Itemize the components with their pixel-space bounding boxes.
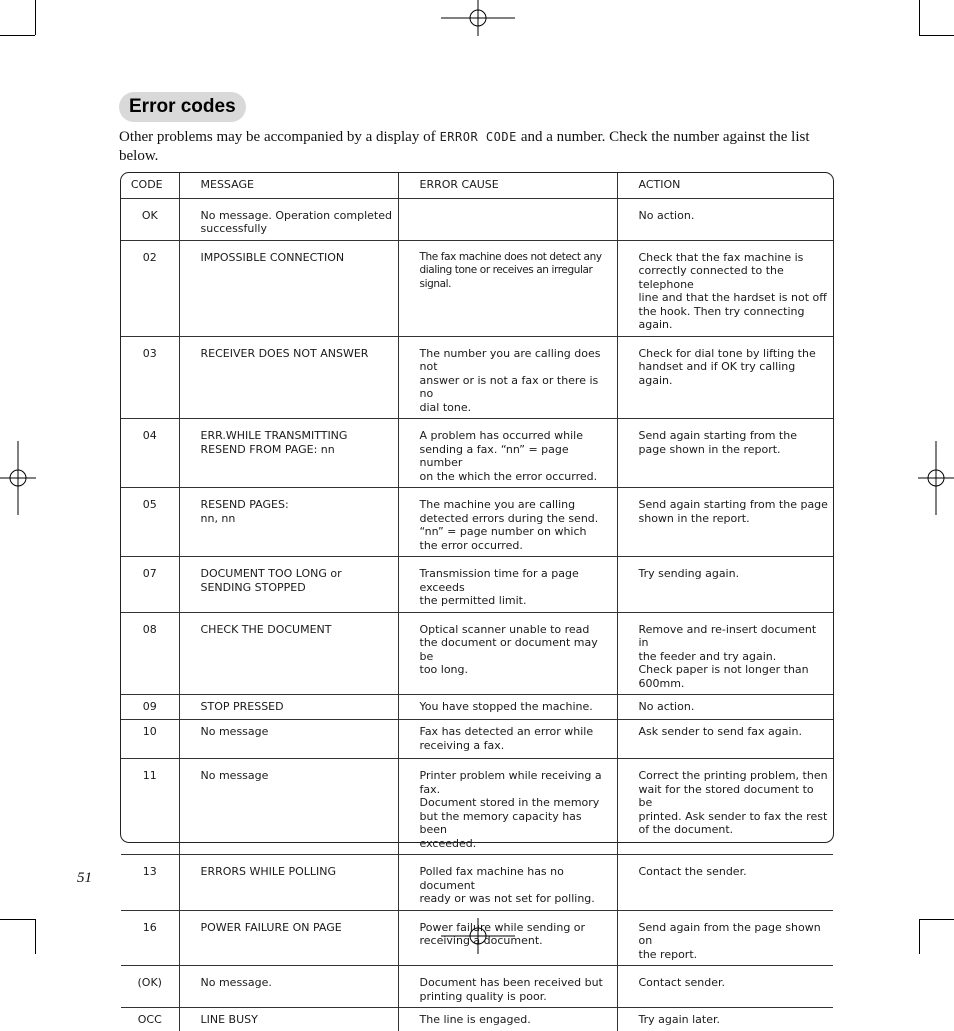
cell-error-cause: You have stopped the machine. xyxy=(398,695,617,720)
cell-message: ERR.WHILE TRANSMITTING RESEND FROM PAGE: nn xyxy=(179,419,398,488)
cell-action: Correct the printing problem, then wait for the stored document to be printed. Ask sender to fax the rest of the document. xyxy=(617,759,833,855)
cell-code: OK xyxy=(121,198,179,240)
crop-mark xyxy=(919,0,920,35)
cell-code: 04 xyxy=(121,419,179,488)
crop-mark xyxy=(919,919,920,954)
column-header-message: MESSAGE xyxy=(179,173,398,198)
cell-code: OCC xyxy=(121,1008,179,1031)
table-row xyxy=(121,720,833,759)
table-row xyxy=(121,557,833,613)
cell-error-cause: A problem has occurred while sending a fax. “nn” = page number on the which the error occurred. xyxy=(398,419,617,488)
table-row xyxy=(121,910,833,966)
cell-error-cause: Optical scanner unable to read the document or document may be too long. xyxy=(398,612,617,695)
cell-error-cause: Fax has detected an error while receiving a fax. xyxy=(398,720,617,759)
cell-message: DOCUMENT TOO LONG or SENDING STOPPED xyxy=(179,557,398,613)
table-row xyxy=(121,855,833,911)
crop-mark xyxy=(0,35,35,36)
cell-message: RECEIVER DOES NOT ANSWER xyxy=(179,336,398,419)
cell-message: No message. Operation completed successfully xyxy=(179,198,398,240)
crop-mark xyxy=(0,919,35,920)
cell-error-cause: Power failure while sending or receiving a document. xyxy=(398,910,617,966)
cell-code: (OK) xyxy=(121,966,179,1008)
cell-message: POWER FAILURE ON PAGE xyxy=(179,910,398,966)
column-header-code: CODE xyxy=(121,173,179,198)
table-row xyxy=(121,336,833,419)
crop-mark xyxy=(919,35,954,36)
cell-code: 13 xyxy=(121,855,179,911)
cell-code: 08 xyxy=(121,612,179,695)
table-row xyxy=(121,419,833,488)
cell-action: Remove and re-insert document in the feeder and try again. Check paper is not longer than 600mm. xyxy=(617,612,833,695)
cell-message: No message. xyxy=(179,966,398,1008)
cell-action: Check that the fax machine is correctly connected to the telephone line and that the hardset is not off the hook. Then try connecting again. xyxy=(617,240,833,336)
crop-mark xyxy=(919,919,954,920)
registration-mark-icon xyxy=(441,0,515,36)
cell-message: STOP PRESSED xyxy=(179,695,398,720)
cell-code: 10 xyxy=(121,720,179,759)
intro-text-after: and a number. Check the number against the list below. xyxy=(119,129,810,164)
cell-action: No action. xyxy=(617,198,833,240)
registration-mark-icon xyxy=(0,441,36,515)
table-row xyxy=(121,488,833,557)
cell-error-cause: The fax machine does not detect any dialing tone or receives an irregular signal. xyxy=(398,240,617,336)
column-header-error-cause: ERROR CAUSE xyxy=(398,173,617,198)
error-code-display-text: ERROR CODE xyxy=(439,130,517,144)
crop-mark xyxy=(35,0,36,35)
cell-error-cause xyxy=(398,198,617,240)
cell-action: Try again later. xyxy=(617,1008,833,1031)
cell-code: 07 xyxy=(121,557,179,613)
page-title: Error codes xyxy=(119,92,246,122)
cell-action: Check for dial tone by lifting the handset and if OK try calling again. xyxy=(617,336,833,419)
table-header-row xyxy=(121,173,833,198)
cell-code: 03 xyxy=(121,336,179,419)
cell-error-cause: The line is engaged. xyxy=(398,1008,617,1031)
table-row xyxy=(121,759,833,855)
table-row xyxy=(121,612,833,695)
cell-error-cause: Document has been received but printing quality is poor. xyxy=(398,966,617,1008)
intro-text-before: Other problems may be accompanied by a display of xyxy=(119,129,436,145)
cell-code: 11 xyxy=(121,759,179,855)
table-row xyxy=(121,966,833,1008)
cell-message: ERRORS WHILE POLLING xyxy=(179,855,398,911)
intro-paragraph xyxy=(119,128,839,166)
cell-action: Ask sender to send fax again. xyxy=(617,720,833,759)
error-codes-table xyxy=(120,172,834,1026)
cell-error-cause: The machine you are calling detected errors during the send. “nn” = page number on which the error occurred. xyxy=(398,488,617,557)
cell-message: RESEND PAGES: nn, nn xyxy=(179,488,398,557)
cell-code: 05 xyxy=(121,488,179,557)
cell-error-cause: The number you are calling does not answer or is not a fax or there is no dial tone. xyxy=(398,336,617,419)
cell-message: CHECK THE DOCUMENT xyxy=(179,612,398,695)
cell-code: 02 xyxy=(121,240,179,336)
cell-message: LINE BUSY xyxy=(179,1008,398,1031)
cell-action: Contact sender. xyxy=(617,966,833,1008)
cell-code: 09 xyxy=(121,695,179,720)
cell-message: No message xyxy=(179,759,398,855)
cell-action: Send again starting from the page shown in the report. xyxy=(617,488,833,557)
crop-mark xyxy=(35,919,36,954)
cell-action: Send again from the page shown on the report. xyxy=(617,910,833,966)
table-row xyxy=(121,198,833,240)
column-header-action: ACTION xyxy=(617,173,833,198)
table-row xyxy=(121,1008,833,1031)
cell-action: Contact the sender. xyxy=(617,855,833,911)
cell-error-cause: Printer problem while receiving a fax. Document stored in the memory but the memory capacity has been exceeded. xyxy=(398,759,617,855)
cell-code: 16 xyxy=(121,910,179,966)
table-row xyxy=(121,240,833,336)
cell-error-cause: Transmission time for a page exceeds the permitted limit. xyxy=(398,557,617,613)
page-number: 51 xyxy=(77,870,92,886)
cell-message: IMPOSSIBLE CONNECTION xyxy=(179,240,398,336)
cell-message: No message xyxy=(179,720,398,759)
cell-action: Try sending again. xyxy=(617,557,833,613)
table-row xyxy=(121,695,833,720)
cell-action: No action. xyxy=(617,695,833,720)
cell-action: Send again starting from the page shown in the report. xyxy=(617,419,833,488)
cell-error-cause: Polled fax machine has no document ready or was not set for polling. xyxy=(398,855,617,911)
registration-mark-icon xyxy=(918,441,954,515)
